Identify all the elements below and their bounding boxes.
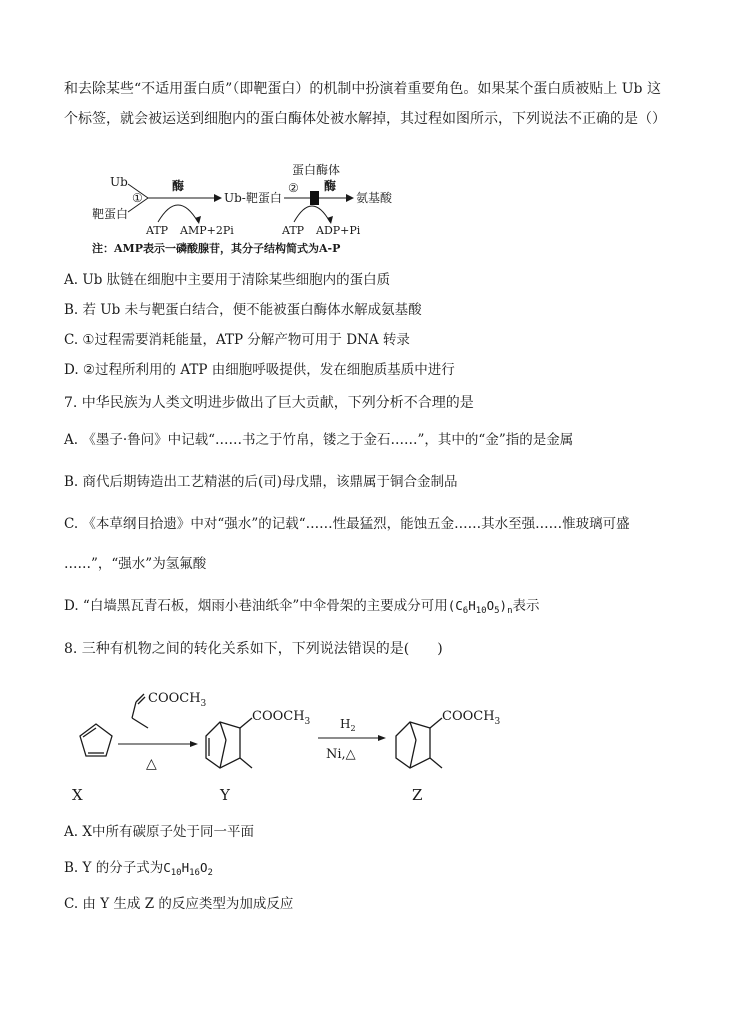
q7-option-c-line1: C. 《本草纲目拾遗》中对“强水”的记载“……性最猛烈，能蚀五金……其水至强……惟玻璃可盛: [64, 516, 630, 532]
ub-label: Ub: [110, 175, 128, 189]
y-ester-group: $COOCH_3$: [252, 709, 311, 727]
target-protein-label: 靶蛋白: [92, 207, 129, 221]
condition-heat: △: [146, 756, 157, 772]
amp-label: AMP+2Pi: [180, 224, 234, 237]
q7-option-a: A. 《墨子·鲁问》中记载“……书之于竹帛，镂之于金石……”，其中的“金”指的是金属: [64, 432, 574, 448]
reagent-group: $COOCH_3$: [148, 691, 207, 709]
atp2-label: ATP: [282, 224, 305, 237]
intro-line-2: 个标签，就会被运送到细胞内的蛋白酶体处被水解掉，其过程如图所示，下列说法不正确的是（）: [64, 111, 666, 127]
compound-y: [206, 718, 252, 768]
atp2-curve: [294, 206, 330, 222]
atp1-curve: [158, 205, 198, 222]
q7-option-d-tail: 表示: [512, 598, 540, 614]
step1-arrowhead: [214, 194, 222, 202]
step1-label: ①: [132, 191, 143, 205]
ub-process-diagram: [88, 158, 408, 258]
q7-option-d-text: D. “白墙黑瓦青石板，烟雨小巷油纸伞”中伞骨架的主要成分可用: [64, 598, 448, 614]
adp-label: ADP+Pi: [316, 224, 361, 237]
q7-option-b: B. 商代后期铸造出工艺精湛的后(司)母戊鼎，该鼎属于铜合金制品: [64, 474, 458, 490]
proteasome-label: 蛋白酶体: [292, 163, 341, 177]
y-molecular-formula: $C_{10}H_{16}O_2$: [163, 860, 213, 878]
q6-option-d: D. ②过程所利用的 ATP 由细胞呼吸提供，发在细胞质基质中进行: [64, 362, 455, 378]
label-x: X: [72, 786, 83, 804]
step2-arrowhead: [346, 194, 354, 202]
compound-x: [80, 724, 112, 756]
proteasome-block: [310, 191, 319, 205]
dienophile-reagent: [132, 694, 148, 728]
atp1-label: ATP: [146, 224, 169, 237]
condition-h2: $H_2$: [340, 717, 356, 733]
q8-option-c: C. 由 Y 生成 Z 的反应类型为加成反应: [64, 896, 294, 912]
amino-acid-label: 氨基酸: [356, 191, 393, 205]
intro-line-1: 和去除某些“不适用蛋白质”（即靶蛋白）的机制中扮演着重要角色。如果某个蛋白质被贴上 Ub 这: [64, 81, 661, 97]
reaction-arrowhead-1: [190, 741, 198, 747]
enzyme2-label: 酶: [324, 179, 337, 193]
q8-stem: 8. 三种有机物之间的转化关系如下，下列说法错误的是( ): [64, 641, 443, 657]
q7-stem: 7. 中华民族为人类文明进步做出了巨大贡献，下列分析不合理的是: [64, 395, 474, 411]
reaction-arrowhead-2: [378, 735, 386, 741]
reaction-scheme: [56, 680, 536, 810]
q6-option-a: A. Ub 肽链在细胞中主要用于清除某些细胞内的蛋白质: [64, 272, 391, 288]
q8-option-b: [64, 856, 213, 878]
atp2-curve-head: [327, 216, 333, 224]
ub-target-label: Ub-靶蛋白: [224, 191, 282, 205]
z-ester-group: $COOCH_3$: [442, 709, 501, 727]
q8-option-a: A. X中所有碳原子处于同一平面: [64, 824, 254, 840]
q6-option-c: C. ①过程需要消耗能量，ATP 分解产物可用于 DNA 转录: [64, 332, 410, 348]
q8-option-b-text: B. Y 的分子式为: [64, 860, 164, 876]
label-y: Y: [220, 786, 230, 804]
step2-label: ②: [288, 181, 299, 195]
enzyme1-label: 酶: [172, 179, 185, 193]
q7-option-c-line2: ……”，“强水”为氢氟酸: [64, 556, 207, 572]
atp1-curve-head: [195, 216, 201, 224]
q6-option-b: B. 若 Ub 未与靶蛋白结合，便不能被蛋白酶体水解成氨基酸: [64, 302, 422, 318]
cellulose-formula: $(C_6H_{10}O_5)_n$: [447, 598, 513, 616]
compound-z: [396, 718, 442, 768]
diagram-note: 注：AMP表示一磷酸腺苷，其分子结构简式为A-P: [92, 242, 341, 255]
q7-option-d: [64, 594, 540, 616]
condition-ni-heat: Ni,△: [326, 747, 356, 762]
label-z: Z: [412, 786, 423, 804]
